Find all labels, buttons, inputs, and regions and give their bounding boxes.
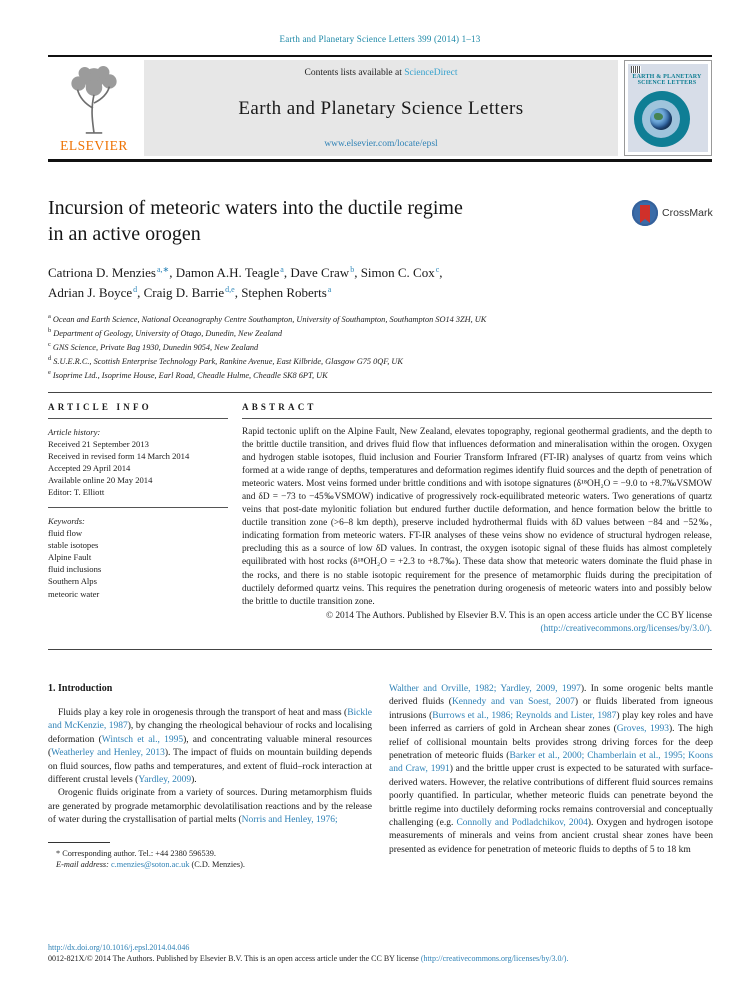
issn-copyright-line [48, 953, 712, 964]
contents-line [148, 68, 614, 78]
crossmark-badge[interactable] [632, 198, 713, 228]
affiliation-item: $^a$ Ocean and Earth Science, National Oceanography Centre Southampton, University of Southampton, Southampton SO14 3ZH, UK [48, 312, 487, 324]
authors-block [48, 262, 712, 302]
citation-link[interactable]: Walther and Orville, 1982; Yardley, 2009, 1997 [389, 684, 581, 694]
crossmark-icon [632, 200, 658, 226]
masthead-center-panel [144, 60, 618, 156]
text-segment: ) play key roles and have been inferred as carriers of gold in Archean shear zones ( [389, 710, 713, 735]
author-affiliation-sup: a [280, 265, 284, 274]
section-heading-introduction: 1. Introduction [48, 683, 113, 694]
doi-link[interactable]: http://dx.doi.org/10.1016/j.epsl.2014.04.046 [48, 943, 190, 952]
text-segment: Orogenic fluids originate from a variety of sources. During metamorphism fluids are generated by prograde metamorphic devolatilisation reactions and by the release of water during the crystallisation of partial melts ( [48, 788, 372, 826]
divider [48, 392, 712, 393]
divider [242, 418, 712, 419]
sciencedirect-link[interactable]: ScienceDirect [404, 68, 458, 78]
license-link[interactable]: (http://creativecommons.org/licenses/by/3.0/). [540, 623, 712, 634]
keyword-item: fluid flow [48, 527, 83, 538]
citation-link[interactable]: Weatherley and Henley, 2013 [51, 748, 165, 759]
author-name: Damon A.H. Teagle$^a$, [175, 265, 291, 281]
globe-icon [650, 108, 672, 130]
text-segment: ) or fluids liberated from igneous intrusions ( [389, 697, 713, 721]
citation-link[interactable]: Norris and Henley, 1976; [241, 815, 338, 826]
history-item: Received 21 September 2013 [48, 438, 149, 449]
keywords-list [48, 527, 228, 600]
article-info-heading: ARTICLE INFO [48, 401, 152, 412]
journal-cover-thumbnail [624, 60, 712, 156]
body-paragraph [48, 787, 372, 827]
article-title [48, 195, 463, 247]
corresponding-author-footnote [48, 842, 372, 871]
article-info-column [48, 402, 242, 637]
affiliation-item: $^c$ GNS Science, Private Bag 1930, Dunedin 9054, New Zealand [48, 340, 259, 352]
journal-url-link[interactable]: www.elsevier.com/locate/epsl [324, 139, 438, 149]
body-paragraph [48, 707, 372, 787]
text-segment: ) and the brittle upper crust is expected to be saturated with surface-derived waters. However, the relative contributions of different fluid sources remains poorly quantified. In particular, whether meteoric fluids can penetrate beyond the brittle regime into ductilely deforming rocks remains controversial and conceptually challenging (e.g. [389, 764, 714, 829]
citation-link[interactable]: Groves, 1993 [616, 724, 670, 735]
keyword-item: fluid inclusions [48, 564, 102, 575]
history-label: Article history: [48, 426, 101, 437]
abstract-text: Rapid tectonic uplift on the Alpine Fault, New Zealand, elevates topography, regional geothermal gradients, and the depth to the brittle ductile transition, and drives fluid flow that influences deformation and mineralisation within the orogen. Oxygen and hydrogen stable isotopes, fluid inclusion and Fourier Transform Infrared (FT-IR) analyses of quartz from veins which formed at a wide range of depths, temperatures and deformation regimes identify fluid sources and the depth of penetration of meteoric waters. Most veins formed under brittle conditions and with isotope signatures (δ¹⁸OH₂O = −9.0 to +8.7‰VSMOW and δD = −73 to −45‰VSMOW) indicative of progressively rock-equilibrated meteoric waters. Two generations of quartz veins that post-date mylonitic foliation but endured further ductile deformation, and hence formation below the brittle to ductile transition zone (>6–8 km depth), preserve included hydrothermal fluids with δD values between −84 and −52‰, indicating formation from meteoric waters. FT-IR analyses of these veins show no evidence of structural hydrogen release, precluding this as a source of low δD values. In contrast, the oxygen isotopic signal of these fluids has almost completely equilibrated with host rocks (δ¹⁸OH₂O = +2.3 to +8.7‰). These data show that meteoric waters dominate the fluid phase in the rocks, and there is no stable isotopic requirement for the presence of metamorphic fluids during the precipitation of ductilely deformed quartz veins. This requires the penetration during orogenesis of meteoric waters into and possibly below the brittle to ductile transition zone. [242, 426, 712, 607]
keyword-item: Southern Alps [48, 576, 97, 587]
author-affiliation-sup: a [327, 284, 332, 294]
elsevier-wordmark: ELSEVIER [60, 138, 128, 153]
affiliation-item: $^e$ Isoprime Ltd., Isoprime House, Earl Road, Cheadle Hulme, Cheadle SK8 6PT, UK [48, 368, 328, 380]
history-item: Received in revised form 14 March 2014 [48, 450, 190, 461]
author-affiliation-sup: d [133, 284, 138, 294]
body-left-column [48, 683, 372, 871]
masthead-citation: Earth and Planetary Science Letters 399 (2014) 1–13 [279, 34, 481, 44]
affiliation-item: $^d$ S.U.E.R.C., Scottish Enterprise Technology Park, Rankine Avenue, East Kilbride, Glasgow G75 0QF, UK [48, 354, 403, 366]
text-segment: (C.D. Menzies). [189, 860, 245, 870]
author-name: Catriona D. Menzies$^{a,∗}$, [48, 265, 176, 281]
author-name: Adrian J. Boyce$^d$, [48, 284, 144, 301]
keywords-label: Keywords: [48, 515, 85, 526]
barcode-icon [631, 66, 641, 73]
keyword-item: meteoric water [48, 588, 100, 599]
citation-link[interactable]: Wintsch et al., 1995 [101, 734, 184, 745]
history-item: Available online 20 May 2014 [48, 475, 153, 486]
authors-line [48, 282, 712, 302]
body-paragraph [389, 683, 713, 857]
divider [48, 507, 228, 508]
text-segment: ). [191, 775, 197, 786]
citation-link[interactable]: Kennedy and van Soest, 2007 [451, 697, 575, 708]
text-segment: ). Oxygen and hydrogen isotope measurements of minerals and veins from ancient crustal shear zones have been presented as evidence for penetration of meteoric fluids to depths of 5 to 18 km [389, 818, 713, 855]
text-segment: ). In some orogenic belts mantle derived fluids ( [389, 684, 713, 708]
abstract-heading: ABSTRACT [242, 401, 317, 412]
author-name: Stephen Roberts$^a$ [241, 284, 332, 301]
journal-title: Earth and Planetary Science Letters [238, 97, 524, 119]
affiliations-list [48, 311, 712, 381]
text-segment: Fluids play a key role in orogenesis through the transport of heat and mass ( [58, 708, 348, 718]
citation-link[interactable]: Connolly and Podladchikov, 2004 [456, 818, 588, 829]
article-title-line1: Incursion of meteoric waters into the ductile regime [48, 197, 463, 219]
body-right-column [389, 683, 713, 871]
author-name: Dave Craw$^b$, [290, 265, 361, 281]
citation-link[interactable]: (http://creativecommons.org/licenses/by/3.0/). [420, 954, 569, 963]
keyword-item: stable isotopes [48, 539, 99, 550]
history-item: Accepted 29 April 2014 [48, 462, 131, 473]
author-name: Craig D. Barrie$^{d,e}$, [143, 284, 242, 301]
citation-link[interactable]: Burrows et al., 1986; Reynolds and Lister, 1987 [432, 710, 617, 721]
author-affiliation-sup: b [350, 265, 355, 274]
text-segment: ). The impact of fluids on mountain building depends on fluid sources, flow paths and temperatures, and extent of fluid–rock interaction at different crustal levels ( [48, 748, 372, 786]
footnote-marker: * [56, 848, 61, 858]
elsevier-logo [48, 60, 140, 156]
author-name: Simon C. Cox$^c$, [360, 265, 443, 281]
text-segment: E-mail address: [56, 860, 111, 870]
divider [48, 842, 110, 843]
history-item: Editor: T. Elliott [48, 487, 105, 498]
footnote-email [48, 859, 372, 871]
author-affiliation-sup: d,e [225, 284, 235, 294]
page-footer [48, 942, 712, 964]
affiliation-item: $^b$ Department of Geology, University of Otago, Dunedin, New Zealand [48, 326, 283, 338]
journal-masthead [48, 55, 712, 162]
cover-circle [634, 91, 690, 147]
cover-title: EARTH & PLANETARY SCIENCE LETTERS [632, 74, 702, 86]
citation-link[interactable]: Bickle and McKenzie, 1987 [48, 708, 372, 732]
text-segment: ), and concentrating valuable mineral resources ( [48, 734, 372, 759]
keyword-item: Alpine Fault [48, 551, 92, 562]
divider [48, 418, 228, 419]
abstract-column [242, 402, 712, 637]
text-segment: ). The high relief of collisional mountain belts provides strong driving forces for the deep penetration of meteoric fluids ( [389, 724, 713, 762]
crossmark-label: CrossMark [662, 207, 713, 219]
contents-prefix: Contents lists available at [304, 68, 405, 78]
author-affiliation-sup: a,∗ [156, 265, 170, 274]
footnote-corresponding: * Corresponding author. Tel.: +44 2380 596539. [56, 848, 216, 858]
citation-link[interactable]: c.menzies@soton.ac.uk [111, 860, 190, 870]
elsevier-tree-icon [62, 65, 126, 137]
author-affiliation-sup: c [435, 265, 440, 274]
divider [48, 649, 712, 650]
abstract-copyright: © 2014 The Authors. Published by Elsevier B.V. This is an open access article under the CC BY license [325, 610, 712, 621]
citation-link[interactable]: Yardley, 2009 [138, 775, 192, 786]
text-segment: ), by changing the rheological behaviour of rocks and localising deformation ( [48, 721, 372, 745]
authors-line [48, 262, 712, 282]
text-segment: 0012-821X/© 2014 The Authors. Published by Elsevier B.V. This is an open access article under the CC BY license [48, 954, 421, 963]
article-title-line2: in an active orogen [48, 223, 201, 245]
citation-link[interactable]: Barker et al., 2000; Chamberlain et al., 1995; Koons and Craw, 1991 [389, 751, 713, 775]
history-list [48, 438, 228, 499]
